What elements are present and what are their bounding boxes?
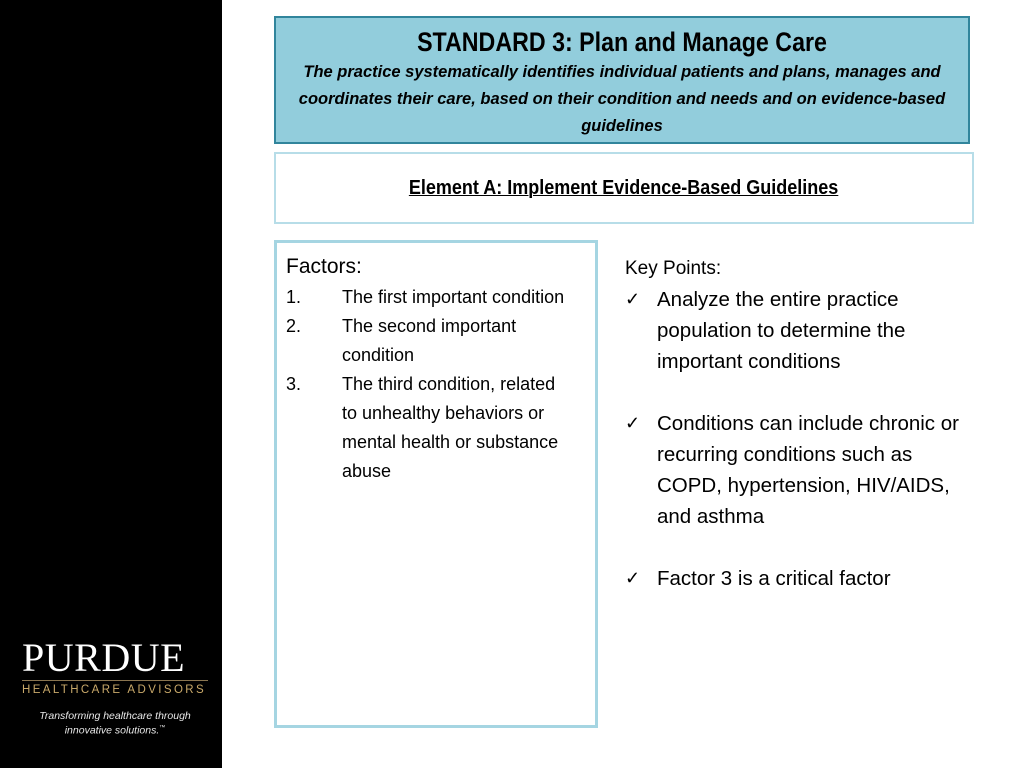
tagline-line-1: Transforming healthcare through — [39, 710, 191, 722]
factors-panel — [274, 240, 598, 728]
key-point-item — [625, 284, 965, 377]
key-point-text: Conditions can include chronic or recurring conditions such as COPD, hypertension, HIV/AIDS, and asthma — [657, 412, 959, 528]
key-points-heading: Key Points: — [625, 258, 722, 279]
factor-number: 3. — [286, 374, 302, 394]
factor-number: 1. — [286, 287, 302, 307]
factors-heading: Factors: — [286, 255, 362, 278]
tagline-line-2: innovative solutions. — [64, 724, 160, 737]
key-points-panel — [625, 256, 965, 625]
key-point-text: Analyze the entire practice population to determine the important conditions — [657, 288, 906, 373]
standard-header-box — [274, 16, 970, 144]
checkmark-icon: ✓ — [625, 289, 641, 309]
logo-tagline — [22, 710, 208, 737]
key-point-text: Factor 3 is a critical factor — [657, 567, 891, 590]
key-point-item — [625, 563, 965, 594]
standard-description: The practice systematically identifies individual patients and plans, manages and coordinates their care, based on their condition and needs and on evidence-based guidelines — [298, 63, 946, 135]
logo-subtitle: HEALTHCARE ADVISORS — [22, 680, 208, 696]
factor-number: 2. — [286, 316, 302, 336]
factor-item — [277, 370, 595, 486]
key-point-item — [625, 408, 965, 532]
factor-text: The first important condition — [342, 287, 565, 307]
factor-item — [277, 312, 595, 370]
factor-list — [277, 283, 595, 486]
factor-text: The third condition, related to unhealthy behaviors or mental health or substance abuse — [342, 374, 559, 481]
element-title: Element A: Implement Evidence-Based Guidelines — [409, 176, 839, 199]
logo-wordmark: PURDUE — [22, 635, 186, 680]
trademark-mark: ™ — [159, 725, 166, 731]
factor-text: The second important condition — [342, 316, 517, 365]
key-points-list — [625, 284, 965, 594]
element-header-box — [274, 152, 974, 224]
standard-title: STANDARD 3: Plan and Manage Care — [417, 27, 827, 57]
purdue-logo — [22, 635, 208, 737]
checkmark-icon: ✓ — [625, 413, 641, 433]
factor-item — [277, 283, 595, 312]
sidebar — [0, 0, 222, 768]
checkmark-icon: ✓ — [625, 568, 641, 588]
